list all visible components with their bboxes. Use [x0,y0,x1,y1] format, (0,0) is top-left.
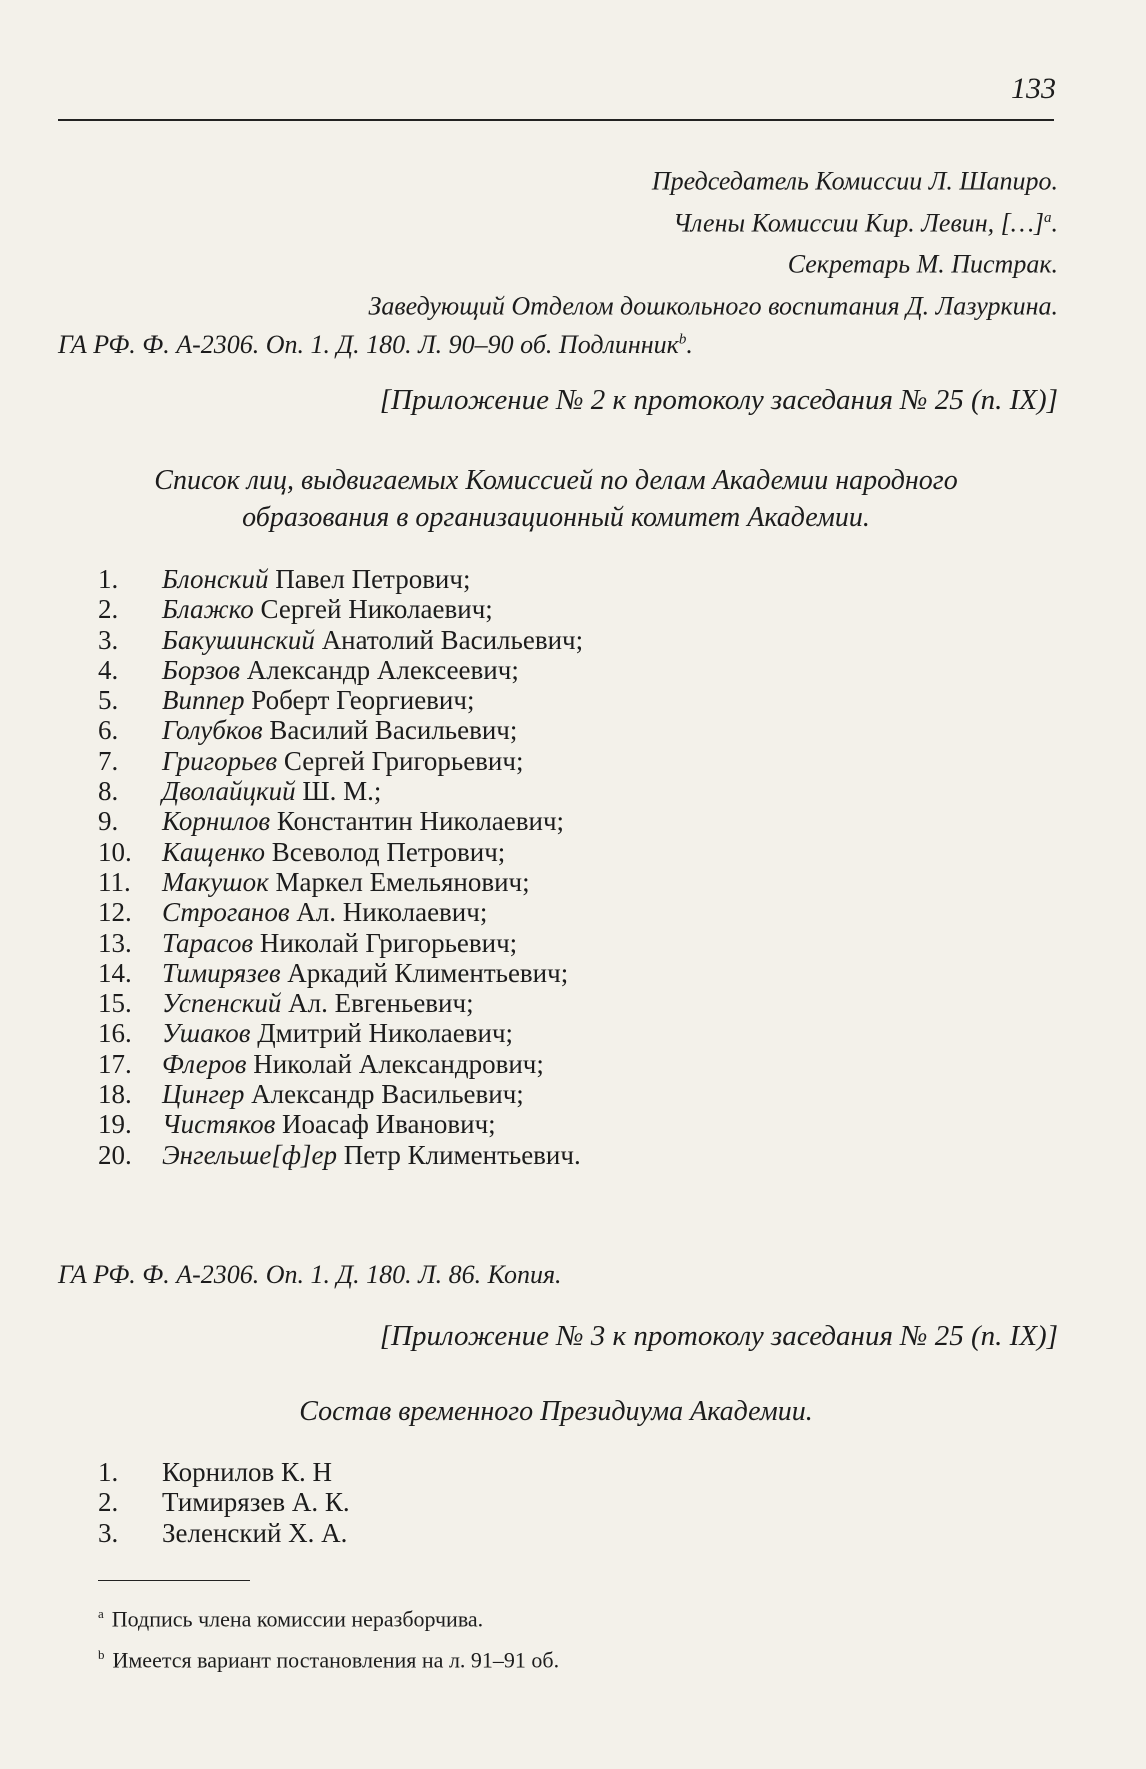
item-number: 20. [98,1139,132,1170]
item-number: 19. [98,1109,132,1140]
item-number: 7. [98,745,119,776]
item-surname: Корнилов [162,806,271,837]
footnotes [98,1596,559,1679]
item-given-names: Сергей Николаевич; [253,594,493,625]
item-surname: Энгельше[ф]ер [162,1139,338,1170]
item-surname: Строганов [162,897,290,928]
item-given-names: Иоасаф Иванович; [275,1109,496,1140]
item-surname: Тимирязев [162,957,281,988]
item-number: 14. [98,957,132,988]
item-given-names: Маркел Емельянович; [268,866,530,897]
item-given-names: Дмитрий Николаевич; [250,1018,514,1049]
signature-line: Председатель Комиссии Л. Шапиро. [651,166,1058,196]
item-number: 3. [98,624,119,655]
item-given-names: Роберт Георгиевич; [244,685,475,716]
list-item [98,625,583,655]
item-number: 9. [98,806,119,837]
item-number: 6. [98,715,119,746]
list-item [98,1049,583,1079]
footnote: $^a$ Подпись члена комиссии неразборчива. [98,1606,484,1632]
list-item [98,776,583,806]
list-item [98,928,583,958]
item-surname: Виппер [162,685,245,716]
item-surname: Успенский [162,988,282,1019]
list-item [98,715,583,745]
item-given-names: Ш. М.; [295,776,382,807]
item-surname: Тарасов [162,927,254,958]
list-item [98,1109,583,1139]
list-item [98,897,583,927]
signature-line: Секретарь М. Пистрак. [787,249,1058,279]
archive-source: ГА РФ. Ф. А-2306. Оп. 1. Д. 180. Л. 90–90 об. Подлинник$^b$. [58,330,693,359]
footnote-rule [98,1580,250,1581]
item-given-names: Аркадий Климентьевич; [280,957,569,988]
item-number: 12. [98,897,132,928]
page-number: 133 [1011,72,1056,105]
item-given-names: Петр Климентьевич. [337,1139,581,1170]
candidate-list [98,564,583,1170]
item-surname: Григорьев [162,745,278,776]
item-given-names: Павел Петрович; [268,564,471,594]
item-number: 13. [98,927,132,958]
list-item [98,1487,350,1517]
header-rule [58,119,1054,121]
item-given-names: Ал. Евгеньевич; [281,988,474,1019]
list-item [98,1518,350,1548]
item-given-names: Александр Васильевич; [244,1079,524,1110]
item-number: 1. [98,564,119,594]
item-number: 2. [98,1487,119,1518]
list-item [98,685,583,715]
presidium-list [98,1457,350,1548]
item-surname: Борзов [162,654,240,685]
item-surname: Блажко [162,594,254,625]
item-number: 15. [98,988,132,1019]
signature-block [369,158,1058,325]
list-item [98,1140,583,1170]
item-surname: Флеров [162,1048,247,1079]
item-given-names: Василий Васильевич; [262,715,518,746]
list-item [98,1457,350,1487]
annex-3-title: Состав временного Президиума Академии. [299,1396,813,1427]
item-given-names: Александр Алексеевич; [239,654,519,685]
annex-2-heading: [Приложение № 2 к протоколу заседания № 25 (п. IX)] [379,384,1058,416]
item-given-names: Ал. Николаевич; [289,897,488,928]
list-item [98,867,583,897]
item-surname: Кащенко [162,836,265,867]
item-number: 2. [98,594,119,625]
annex-2-title: Список лиц, выдвигаемых Комиссией по делам Академии народного образования в организационный комитет Академии. [154,465,958,533]
item-name: Зеленский Х. А. [162,1517,348,1548]
item-number: 10. [98,836,132,867]
list-item [98,564,583,594]
list-item [98,958,583,988]
item-given-names: Всеволод Петрович; [264,836,506,867]
signature-line: Члены Комиссии Кир. Левин, […]$^a$. [673,208,1058,238]
item-name: Тимирязев А. К. [162,1487,350,1518]
list-item [98,746,583,776]
item-number: 17. [98,1048,132,1079]
list-item [98,1018,583,1048]
list-item [98,806,583,836]
item-surname: Ушаков [162,1018,251,1049]
annex-3-heading: [Приложение № 3 к протоколу заседания № 25 (п. IX)] [379,1320,1058,1352]
list-item [98,988,583,1018]
item-number: 4. [98,654,119,685]
list-item [98,594,583,624]
list-item [98,837,583,867]
archive-source-2: ГА РФ. Ф. А-2306. Оп. 1. Д. 180. Л. 86. Копия. [58,1260,562,1289]
item-given-names: Николай Григорьевич; [253,927,518,958]
item-number: 5. [98,685,119,716]
item-given-names: Константин Николаевич; [270,806,565,837]
item-number: 8. [98,776,119,807]
signature-line: Заведующий Отделом дошкольного воспитания Д. Лазуркина. [368,291,1058,321]
footnote: $^b$ Имеется вариант постановления на л. 91–91 об. [98,1647,560,1673]
list-item [98,655,583,685]
item-number: 16. [98,1018,132,1049]
item-surname: Бакушинский [162,624,315,655]
item-surname: Макушок [162,866,269,897]
item-name: Корнилов К. Н [162,1457,333,1487]
item-given-names: Сергей Григорьевич; [277,745,524,776]
item-surname: Цингер [162,1079,245,1110]
item-surname: Дволайцкий [162,776,296,807]
item-given-names: Анатолий Васильевич; [314,624,584,655]
item-surname: Голубков [162,715,263,746]
item-surname: Чистяков [162,1109,276,1140]
item-surname: Блонский [162,564,269,594]
list-item [98,1079,583,1109]
item-given-names: Николай Александрович; [246,1048,544,1079]
item-number: 18. [98,1079,132,1110]
item-number: 3. [98,1517,119,1548]
item-number: 1. [98,1457,119,1487]
item-number: 11. [98,866,131,897]
